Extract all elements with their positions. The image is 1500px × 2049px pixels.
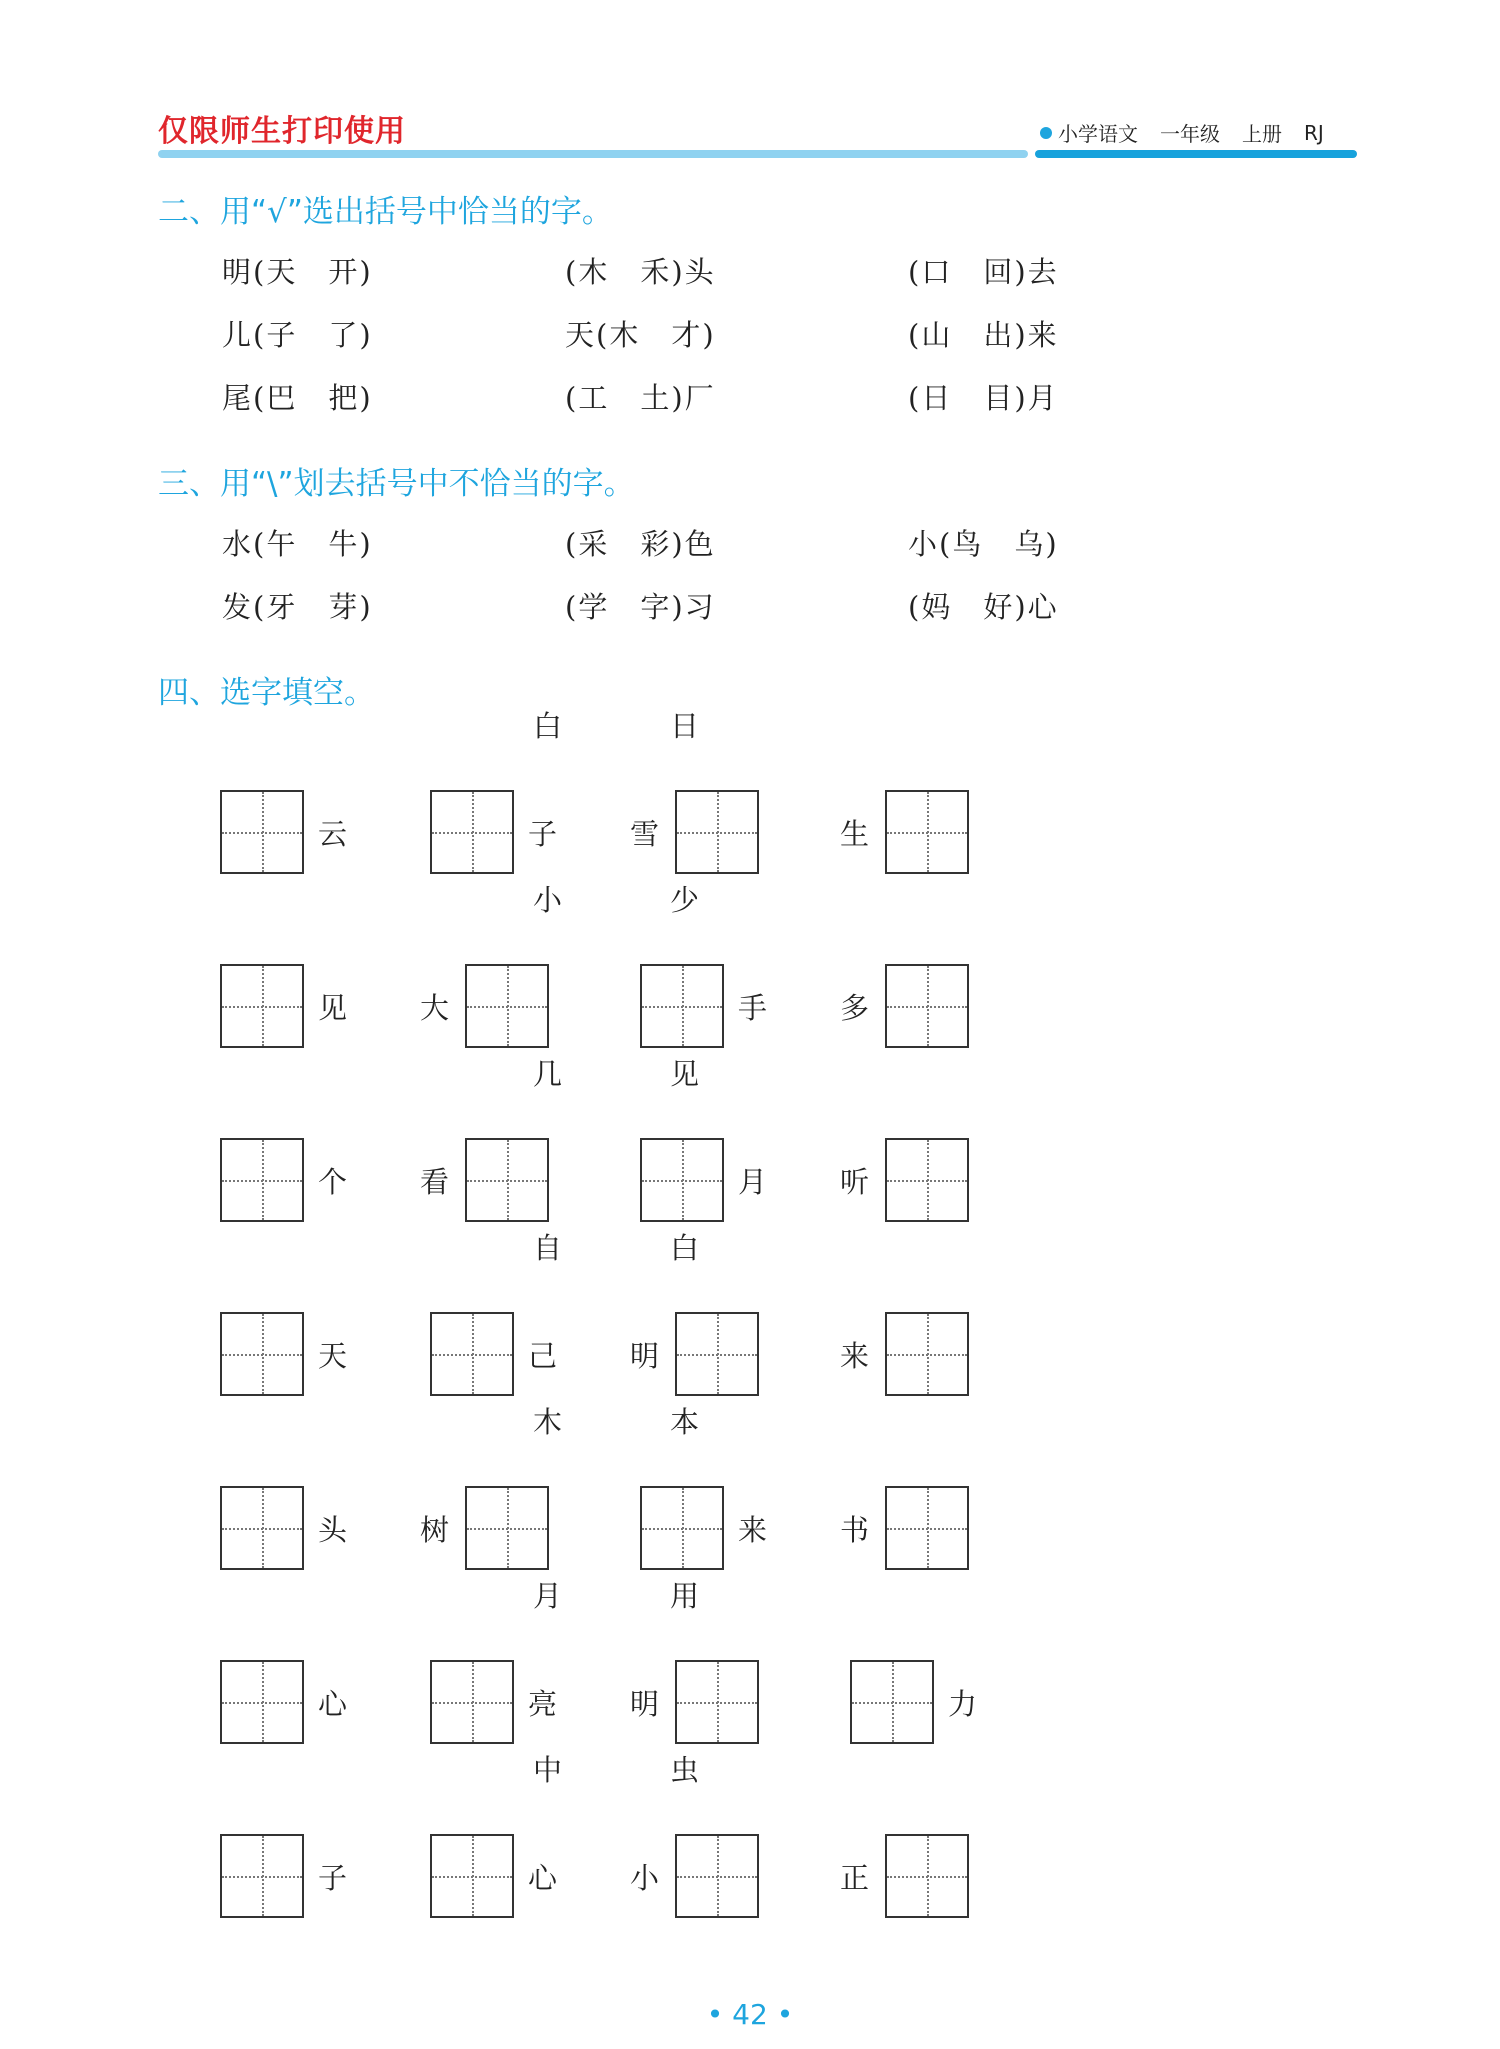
header-print-notice: 仅限师生打印使用 (158, 114, 406, 149)
answer-grid-box[interactable] (640, 1138, 724, 1222)
word-char: 多 (840, 991, 870, 1025)
choice-char: 虫 (670, 1753, 700, 1787)
answer-grid-box[interactable] (220, 1312, 304, 1396)
answer-grid-box[interactable] (675, 1834, 759, 1918)
answer-grid-box[interactable] (675, 1312, 759, 1396)
answer-grid-box[interactable] (220, 1660, 304, 1744)
word-char: 听 (840, 1165, 870, 1199)
answer-grid-box[interactable] (220, 1138, 304, 1222)
section3-item[interactable]: 水(午 牛) (222, 527, 373, 561)
answer-grid-box[interactable] (430, 1834, 514, 1918)
word-char: 子 (528, 817, 558, 851)
section2-item[interactable]: (山 出)来 (908, 318, 1059, 352)
choice-char: 小 (533, 883, 563, 917)
header-volume: 上册 (1242, 122, 1282, 146)
word-char: 雪 (630, 817, 660, 851)
choice-char: 日 (670, 709, 700, 743)
answer-grid-box[interactable] (675, 790, 759, 874)
word-char: 心 (318, 1687, 348, 1721)
choice-char: 见 (670, 1057, 700, 1091)
answer-grid-box[interactable] (220, 1834, 304, 1918)
choice-char: 用 (670, 1579, 700, 1613)
answer-grid-box[interactable] (640, 1486, 724, 1570)
answer-grid-box[interactable] (220, 1486, 304, 1570)
answer-grid-box[interactable] (430, 1312, 514, 1396)
answer-grid-box[interactable] (430, 790, 514, 874)
answer-grid-box[interactable] (885, 1312, 969, 1396)
answer-grid-box[interactable] (885, 1834, 969, 1918)
choice-char: 本 (670, 1405, 700, 1439)
section3-title: 三、用“\”划去括号中不恰当的字。 (158, 466, 635, 502)
header-divider-light (158, 150, 1028, 158)
word-char: 书 (840, 1513, 870, 1547)
section3-item[interactable]: (采 彩)色 (565, 527, 716, 561)
answer-grid-box[interactable] (675, 1660, 759, 1744)
word-char: 生 (840, 817, 870, 851)
word-char: 亮 (528, 1687, 558, 1721)
answer-grid-box[interactable] (885, 1138, 969, 1222)
word-char: 树 (420, 1513, 450, 1547)
word-char: 己 (528, 1339, 558, 1373)
word-char: 正 (840, 1861, 870, 1895)
choice-char: 月 (533, 1579, 563, 1613)
choice-char: 白 (670, 1231, 700, 1265)
answer-grid-box[interactable] (430, 1660, 514, 1744)
section3-item[interactable]: 发(牙 芽) (222, 590, 373, 624)
header-book-info (1040, 118, 1324, 147)
section2-item[interactable]: 尾(巴 把) (222, 381, 373, 415)
answer-grid-box[interactable] (885, 964, 969, 1048)
word-char: 头 (318, 1513, 348, 1547)
section2-item[interactable]: 明(天 开) (222, 255, 373, 289)
word-char: 手 (738, 991, 768, 1025)
answer-grid-box[interactable] (640, 964, 724, 1048)
answer-grid-box[interactable] (465, 1138, 549, 1222)
choice-char: 几 (533, 1057, 563, 1091)
section3-item[interactable]: (妈 好)心 (908, 590, 1059, 624)
answer-grid-box[interactable] (220, 964, 304, 1048)
word-char: 见 (318, 991, 348, 1025)
word-char: 心 (528, 1861, 558, 1895)
section2-item[interactable]: (工 土)厂 (565, 381, 716, 415)
section4-title: 四、选字填空。 (158, 675, 375, 711)
section3-item[interactable]: (学 字)习 (565, 590, 716, 624)
word-char: 大 (420, 991, 450, 1025)
word-char: 云 (318, 817, 348, 851)
section2-item[interactable]: (木 禾)头 (565, 255, 716, 289)
word-char: 天 (318, 1339, 348, 1373)
section3-item[interactable]: 小(鸟 乌) (908, 527, 1059, 561)
section2-item[interactable]: (日 目)月 (908, 381, 1059, 415)
section2-title: 二、用“√”选出括号中恰当的字。 (158, 194, 613, 230)
header-subject: 小学语文 (1058, 122, 1138, 146)
answer-grid-box[interactable] (465, 964, 549, 1048)
page-number: • 42 • (706, 1998, 794, 2031)
choice-char: 自 (533, 1231, 563, 1265)
word-char: 子 (318, 1861, 348, 1895)
section2-item[interactable]: (口 回)去 (908, 255, 1059, 289)
section2-item[interactable]: 儿(子 了) (222, 318, 373, 352)
choice-char: 中 (533, 1753, 563, 1787)
header-divider-dark (1035, 150, 1357, 158)
answer-grid-box[interactable] (220, 790, 304, 874)
word-char: 明 (630, 1687, 660, 1721)
word-char: 月 (738, 1165, 768, 1199)
bullet-dot-icon (1040, 127, 1052, 139)
choice-char: 白 (533, 709, 563, 743)
word-char: 来 (738, 1513, 768, 1547)
word-char: 力 (948, 1687, 978, 1721)
answer-grid-box[interactable] (850, 1660, 934, 1744)
choice-char: 少 (670, 883, 700, 917)
word-char: 小 (630, 1861, 660, 1895)
word-char: 来 (840, 1339, 870, 1373)
word-char: 看 (420, 1165, 450, 1199)
answer-grid-box[interactable] (885, 790, 969, 874)
choice-char: 木 (533, 1405, 563, 1439)
answer-grid-box[interactable] (465, 1486, 549, 1570)
word-char: 个 (318, 1165, 348, 1199)
header-edition: RJ (1304, 120, 1324, 145)
word-char: 明 (630, 1339, 660, 1373)
answer-grid-box[interactable] (885, 1486, 969, 1570)
section2-item[interactable]: 天(木 才) (565, 318, 716, 352)
header-grade: 一年级 (1160, 122, 1220, 146)
